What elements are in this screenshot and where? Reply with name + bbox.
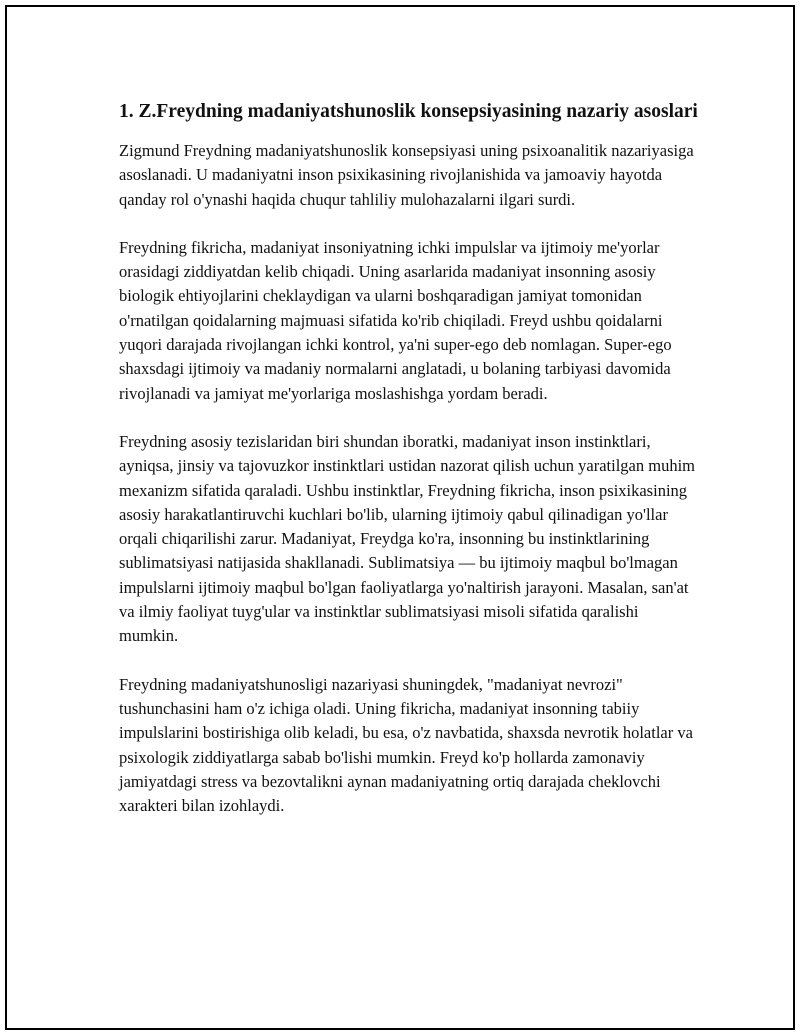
paragraph-1: Zigmund Freydning madaniyatshunoslik konsepsiyasi uning psixoanalitik nazariyasiga asoslanadi. U madaniyatni inson psixikasining rivojlanishida va jamoaviy hayotda qanday rol o'ynashi haqida chuqur tahliliy mulohazalarni ilgari surdi. [119,141,694,209]
section-title: 1. Z.Freydning madaniyatshunoslik konsepsiyasining nazariy asoslari [119,101,698,122]
paragraph-2: Freydning fikricha, madaniyat insoniyatning ichki impulslar va ijtimoiy me'yorlar orasidagi ziddiyatdan kelib chiqadi. Uning asarlarida madaniyat insonning asosiy biologik ehtiyojlarini cheklaydigan va ularni boshqaradigan jamiyat tomonidan o'rnatilgan qoidalarning majmuasi sifatida ko'rib chiqiladi. Freyd ushbu qoidalarni yuqori darajada rivojlangan ichki kontrol, ya'ni super-ego deb nomlagan. Super-ego shaxsdagi ijtimoiy va madaniy normalarni anglatadi, u bolaning tarbiyasi davomida rivojlanadi va jamiyat me'yorlariga moslashishga yordam beradi. [119,237,672,403]
paragraph-4: Freydning madaniyatshunosligi nazariyasi shuningdek, "madaniyat nevrozi" tushunchasini ham o'z ichiga oladi. Uning fikricha, madaniyat insonning tabiiy impulslarini bostirishiga olib keladi, bu esa, o'z navbatida, shaxsda nevrotik holatlar va psixologik ziddiyatlarga sabab bo'lishi mumkin. Freyd ko'p hollarda zamonaviy jamiyatdagi stress va bezovtalikni aynan madaniyatning ortiq darajada cheklovchi xarakteri bilan izohlaydi. [119,674,693,816]
document-body [119,99,699,842]
paragraph-3: Freydning asosiy tezislaridan biri shundan iboratki, madaniyat inson instinktlari, ayniqsa, jinsiy va tajovuzkor instinktlari ustidan nazorat qilish uchun yaratilgan muhim mexanizm sifatida qaraladi. Ushbu instinktlar, Freydning fikricha, inson psixikasining asosiy harakatlantiruvchi kuchlari bo'lib, ularning ijtimoiy qabul qilinadigan yo'llar orqali chiqarilishi zarur. Madaniyat, Freydga ko'ra, insonning bu instinktlarining sublimatsiyasi natijasida shakllanadi. Sublimatsiya — bu ijtimoiy maqbul bo'lmagan impulslarni ijtimoiy maqbul bo'lgan faoliyatlarga yo'naltirish jarayoni. Masalan, san'at va ilmiy faoliyat tuyg'ular va instinktlar sublimatsiyasi misoli sifatida qaralishi mumkin. [119,431,696,646]
page-frame [5,5,795,1030]
